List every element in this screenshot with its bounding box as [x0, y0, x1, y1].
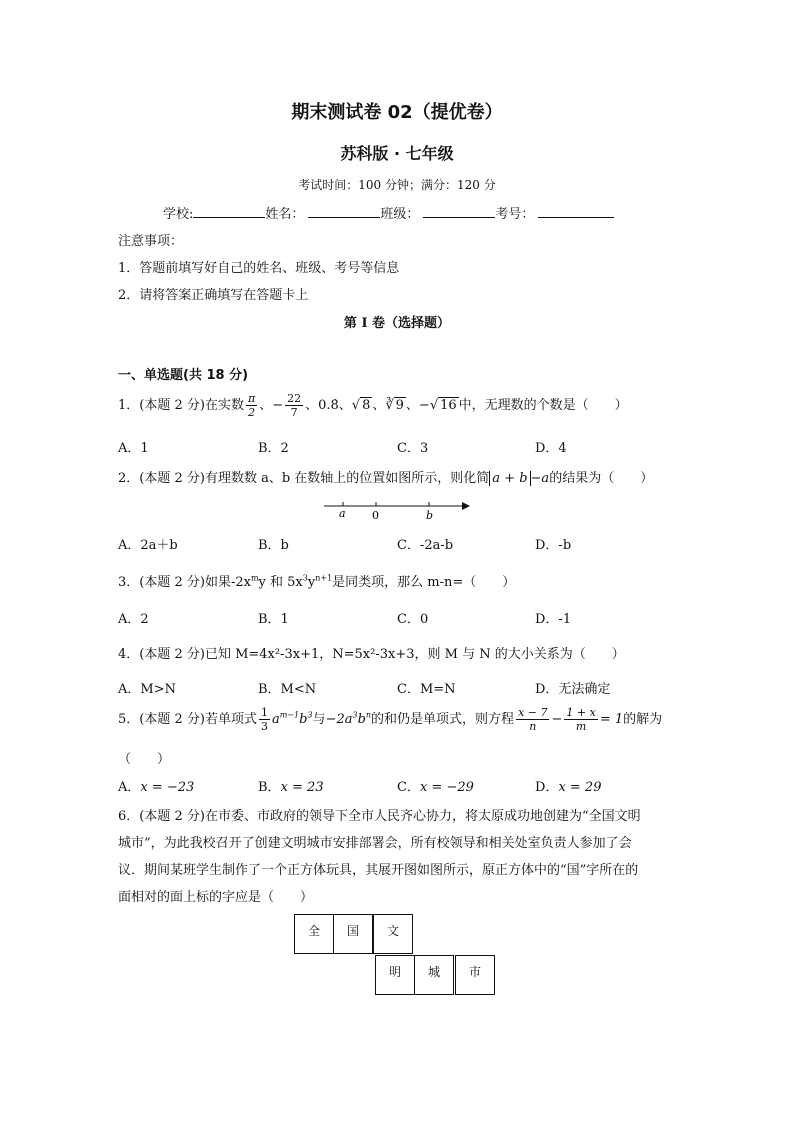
- class-blank: [423, 205, 495, 218]
- axis-label-zero: 0: [372, 509, 379, 522]
- option-a[interactable]: A．1: [118, 441, 149, 456]
- question-2-prefix: 2．(本题 2 分)有理数数 a、b 在数轴上的位置如图所示，则化简: [118, 471, 490, 486]
- option-d[interactable]: D．-1: [535, 612, 572, 627]
- exam-number-label: 考号：: [495, 207, 535, 222]
- option-c-label: C．: [397, 780, 420, 795]
- question-3: 3．(本题 2 分)如果$-2x^my$ 和 $5x^3y^{n+1}$是同类项，那么 m-n=（ ）: [118, 573, 516, 590]
- question-3-part: y: [307, 575, 316, 590]
- option-a-math: x = −23: [140, 780, 195, 795]
- page-title: 期末测试卷 02（提优卷）: [291, 102, 503, 123]
- question-3-part: y 和 5x: [258, 575, 303, 590]
- volume-title: 第 I 卷（选择题）: [343, 316, 451, 331]
- question-3-part: 是同类项，那么 m-n=（ ）: [332, 575, 516, 590]
- option-b-math: x = 23: [280, 780, 324, 795]
- net-face: 市: [455, 955, 495, 995]
- question-1-suffix: 中，无理数的个数是（ ）: [458, 398, 628, 413]
- part-title: 一、单选题(共 18 分): [118, 368, 249, 383]
- option-b[interactable]: B．1: [258, 612, 289, 627]
- option-c-math: x = −29: [419, 780, 474, 795]
- fraction-x-minus-7-over-n: $\frac{x - 7}{n}$: [518, 706, 548, 733]
- question-6-line: 议．期间某班学生制作了一个正方体玩具，其展开图如图所示，原正方体中的“国”字所在的: [118, 863, 639, 878]
- question-4: 4．(本题 2 分)已知 M=4x²-3x+1，N=5x²-3x+3，则 M 与 N 的大小关系为（ ）: [118, 647, 625, 662]
- question-6-line: 6．(本题 2 分)在市委、市政府的领导下全市人民齐心协力，将太原成功地创建为“全国文明: [118, 809, 641, 824]
- question-6-line: 面相对的面上标的字应是（ ）: [118, 890, 314, 905]
- name-blank: [308, 205, 380, 218]
- question-3-part: 3．(本题 2 分)如果-2x: [118, 575, 251, 590]
- option-a[interactable]: A．M>N: [118, 682, 176, 697]
- option-d-math: x = 29: [558, 780, 602, 795]
- student-info-fields: [163, 203, 614, 222]
- option-b[interactable]: B．b: [258, 538, 289, 553]
- option-c[interactable]: C．0: [397, 612, 429, 627]
- net-face: 国: [333, 914, 373, 954]
- page-subtitle: 苏科版 · 七年级: [340, 144, 454, 163]
- option-c[interactable]: C．M=N: [397, 682, 456, 697]
- option-a[interactable]: [118, 776, 194, 795]
- option-c[interactable]: C．3: [397, 441, 429, 456]
- pi-over-2: $\frac{\pi}{2}$: [247, 392, 256, 419]
- option-d[interactable]: D．无法确定: [535, 682, 611, 697]
- question-6-line: 城市”，为此我校召开了创建文明城市安排部署会，所有校领导和相关处室负责人参加了会: [118, 836, 632, 851]
- number-line-arrow: [462, 502, 470, 510]
- option-b[interactable]: [258, 776, 324, 795]
- question-5-part: 的和仍是单项式，则方程: [371, 712, 515, 727]
- question-5-part: 与: [312, 712, 326, 727]
- option-d[interactable]: [535, 776, 601, 795]
- number-line-diagram: [320, 496, 480, 522]
- option-b[interactable]: B．M<N: [258, 682, 317, 697]
- name-label: 姓名：: [265, 207, 305, 222]
- option-d[interactable]: D．-b: [535, 538, 572, 553]
- option-a[interactable]: A．2: [118, 612, 149, 627]
- question-5-paren: （ ）: [118, 752, 171, 767]
- exam-info: 考试时间：100 分钟；满分：120 分: [298, 178, 496, 192]
- net-face: 明: [375, 955, 415, 995]
- fraction-one-third: $\frac{1}{3}$: [260, 706, 268, 733]
- class-label: 班级：: [380, 207, 420, 222]
- question-1: 1．(本题 2 分)在实数 $\frac{\pi}{2}$ 、− $\frac{22}{7}$ 、0.8̇、√ 8 、∛ 9 、−√ 16 中，无理数的个数是（ ）: [118, 392, 628, 419]
- axis-label-b: b: [426, 509, 434, 522]
- option-c[interactable]: C．-2a-b: [397, 538, 454, 553]
- option-a-label: A．: [118, 780, 141, 795]
- option-b[interactable]: B．2: [258, 441, 289, 456]
- fraction-1-plus-x-over-m: $\frac{1 + x}{m}$: [566, 706, 596, 733]
- option-a[interactable]: A．2a＋b: [118, 538, 178, 553]
- question-2-suffix: 的结果为（ ）: [549, 471, 654, 486]
- net-face: 全: [294, 914, 334, 954]
- school-blank: [193, 205, 265, 218]
- question-5-part: 的解为: [623, 712, 663, 727]
- net-face: 文: [373, 914, 413, 954]
- question-2: 2．(本题 2 分)有理数数 a、b 在数轴上的位置如图所示，则化简 a + b −a的结果为（ ）: [118, 471, 654, 486]
- option-d-label: D．: [535, 780, 559, 795]
- option-c[interactable]: [397, 776, 474, 795]
- question-1-prefix: 1．(本题 2 分)在实数: [118, 398, 244, 413]
- option-d[interactable]: D．4: [535, 441, 567, 456]
- axis-label-a: a: [339, 507, 346, 520]
- question-5-part: 5．(本题 2 分)若单项式: [118, 712, 257, 727]
- notice-item: 2．请将答案正确填写在答题卡上: [118, 288, 309, 303]
- net-face: 城: [414, 955, 454, 995]
- question-5: 5．(本题 2 分)若单项式 $\frac{1}{3}$ $a^{m-1}b^3$与$-2a^3b^n$的和仍是单项式，则方程 $\frac{x - 7}{n}$ − $\frac{1 + x}{m}$ = 1的解为: [118, 706, 663, 733]
- school-label: 学校:: [163, 207, 194, 222]
- option-b-label: B．: [258, 780, 281, 795]
- fraction-22-7: $\frac{22}{7}$: [287, 392, 302, 419]
- exam-number-blank: [538, 205, 614, 218]
- notice-heading: 注意事项：: [118, 234, 184, 249]
- notice-item: 1．答题前填写好自己的姓名、班级、考号等信息: [118, 261, 400, 276]
